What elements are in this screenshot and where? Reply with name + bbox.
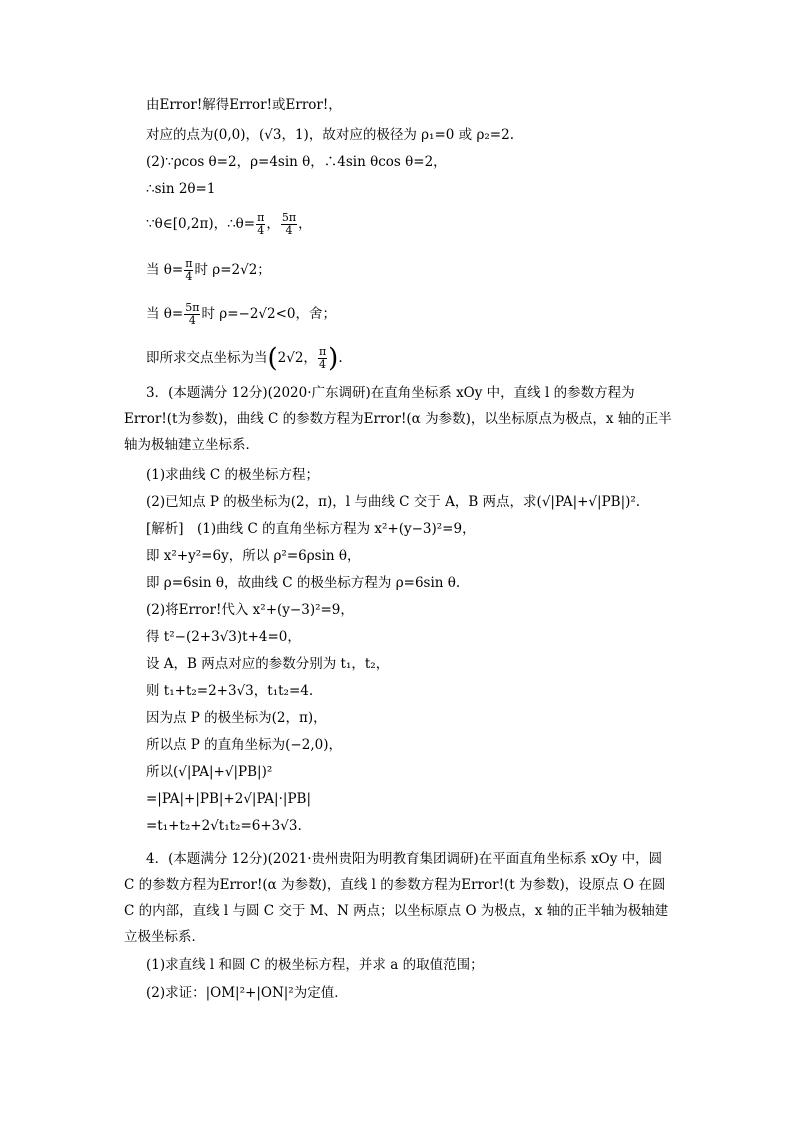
text-segment: 当 θ=	[146, 306, 184, 322]
text-line: (2)将Error!代入 x²+(y−3)²=9，	[146, 602, 354, 618]
fraction-numerator: π	[185, 257, 193, 270]
fraction-denominator: 4	[257, 224, 265, 237]
text-segment: 即所求交点坐标为当	[146, 350, 268, 366]
text-line: (2)∵ρcos θ=2，ρ=4sin θ，∴4sin θcos θ=2，	[146, 154, 447, 170]
text-line	[146, 343, 343, 374]
fraction-numerator: π	[257, 211, 265, 224]
text-line: 即 x²+y²=6y，所以 ρ²=6ρsin θ，	[146, 548, 361, 564]
fraction	[281, 212, 297, 237]
fraction-numerator: 5π	[281, 211, 297, 224]
fraction-numerator: 5π	[185, 301, 200, 314]
paren-right: )	[328, 343, 339, 374]
text-line: (2)已知点 P 的极坐标为(2，π)，l 与曲线 C 交于 A，B 两点，求(√|PA|+√|PB|)².	[146, 494, 641, 510]
text-line	[146, 212, 312, 237]
text-line: =|PA|+|PB|+2√|PA|·|PB|	[146, 791, 311, 807]
text-line	[146, 258, 271, 283]
text-line: 即 ρ=6sin θ，故曲线 C 的极坐标方程为 ρ=6sin θ.	[146, 575, 461, 591]
fraction-denominator: 4	[185, 270, 193, 283]
text-line: ∴sin 2θ=1	[146, 181, 216, 197]
text-line: 由Error!解得Error!或Error!，	[146, 97, 342, 113]
text-line: 所以点 P 的直角坐标为(−2,0)，	[146, 737, 342, 753]
text-line: 因为点 P 的极坐标为(2，π)，	[146, 710, 327, 726]
fraction	[184, 302, 200, 327]
text-segment: ，	[266, 216, 280, 232]
text-segment: 时 ρ=−2√2<0，舍；	[201, 306, 337, 322]
text-line: 所以(√|PA|+√|PB|)²	[146, 764, 273, 780]
text-line: (1)求曲线 C 的极坐标方程；	[146, 467, 320, 483]
fraction-denominator: 4	[188, 314, 196, 327]
text-segment: ，	[298, 216, 312, 232]
text-line: (2)求证：|OM|²+|ON|²为定值．	[146, 985, 348, 1001]
text-line: 得 t²−(2+3√3)t+4=0，	[146, 629, 301, 645]
text-line: 对应的点为(0,0)，(√3，1)，故对应的极径为 ρ₁=0 或 ρ₂=2.	[146, 127, 514, 143]
paren-left: (	[267, 343, 278, 374]
fraction	[184, 258, 193, 283]
text-line: =t₁+t₂+2√t₁t₂=6+3√3.	[146, 818, 302, 834]
text-segment: 当 θ=	[146, 262, 184, 278]
text-segment: 时 ρ=2√2；	[194, 262, 271, 278]
question-3: 3．(本题满分 12分)(2020·广东调研)在直角坐标系 xOy 中，直线 l 的参数方程为Error!(t为参数)，曲线 C 的参数方程为Error!(α 为参数)，以坐标原点为极点，x 轴的正半轴为极轴建立坐标系．	[124, 385, 672, 453]
fraction	[256, 212, 265, 237]
text-segment: ∵θ∈[0,2π)，∴θ=	[146, 216, 256, 232]
text-line: 则 t₁+t₂=2+3√3，t₁t₂=4.	[146, 683, 314, 699]
text-line	[146, 302, 336, 327]
text-line: 设 A，B 两点对应的参数分别为 t₁，t₂，	[146, 656, 390, 672]
question-4: 4．(本题满分 12分)(2021·贵州贵阳为明教育集团调研)在平面直角坐标系 xOy 中，圆 C 的参数方程为Error!(α 为参数)，直线 l 的参数方程为Error!(t 为参数)，设原点 O 在圆 C 的内部，直线 l 与圆 C 交于 M、N 两点；以坐标原点 O 为极点，x 轴的正半轴为极轴建立极坐标系．	[124, 851, 669, 945]
fraction-numerator: π	[318, 345, 327, 358]
text-line: [解析] (1)曲线 C 的直角坐标方程为 x²+(y−3)²=9，	[146, 521, 476, 537]
fraction-denominator: 4	[285, 224, 293, 237]
text-line: (1)求直线 l 和圆 C 的极坐标方程，并求 a 的取值范围；	[146, 957, 484, 973]
fraction-denominator: 4	[319, 358, 327, 371]
fraction	[318, 346, 327, 371]
text-segment: 2√2，	[277, 350, 317, 366]
text-segment: .	[338, 350, 343, 366]
